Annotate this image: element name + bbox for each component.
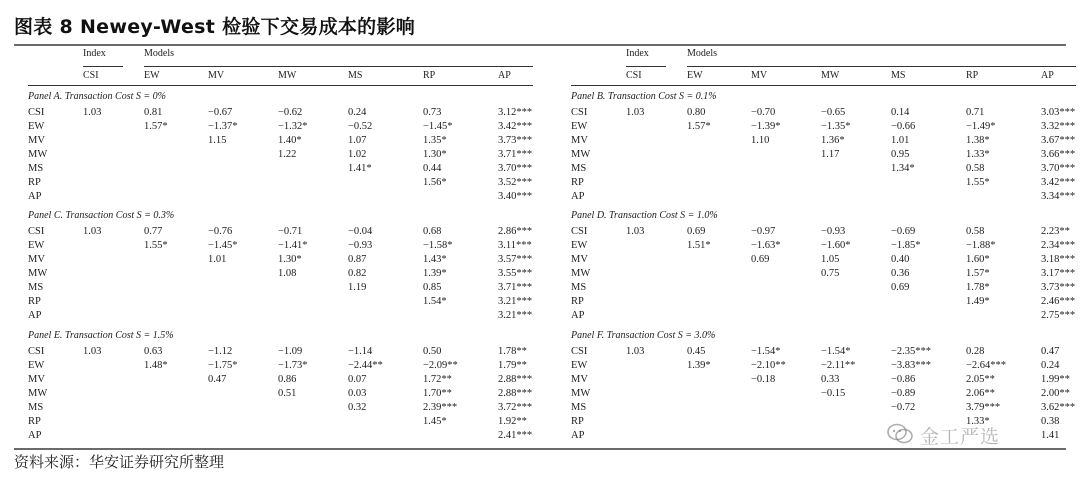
table-cell: −0.93 xyxy=(821,226,846,237)
table-cell: −1.12 xyxy=(208,346,233,357)
table-cell: 0.95 xyxy=(891,149,910,160)
table-cell: 1.54* xyxy=(423,296,447,307)
table-cell: 1.72** xyxy=(423,374,452,385)
row-label: AP xyxy=(28,191,42,202)
table-cell: 1.35* xyxy=(423,135,447,146)
header-rule-index xyxy=(626,66,666,67)
table-cell: 1.30* xyxy=(423,149,447,160)
table-cell: 2.86*** xyxy=(498,226,533,237)
table-cell: 3.18*** xyxy=(1041,254,1076,265)
table-cell: 0.47 xyxy=(1041,346,1060,357)
table-cell: 1.34* xyxy=(891,163,915,174)
column-header-ap: AP xyxy=(1041,70,1054,81)
table-cell: 0.75 xyxy=(821,268,840,279)
row-label: AP xyxy=(28,310,42,321)
row-label: MV xyxy=(28,374,45,385)
header-rule-models xyxy=(687,66,1076,67)
row-label: CSI xyxy=(28,346,45,357)
table-cell: 1.49* xyxy=(966,296,990,307)
column-header-ms: MS xyxy=(891,70,906,81)
panel-title: Panel B. Transaction Cost S = 0.1% xyxy=(571,91,717,102)
table-cell: −1.88* xyxy=(966,240,996,251)
table-cell: −0.93 xyxy=(348,240,373,251)
row-label: MW xyxy=(571,388,591,399)
table-cell: 1.33* xyxy=(966,149,990,160)
table-cell: 0.77 xyxy=(144,226,163,237)
header-models: Models xyxy=(687,48,717,59)
table-cell: 1.99** xyxy=(1041,374,1070,385)
header-models: Models xyxy=(144,48,174,59)
table-cell: 2.39*** xyxy=(423,402,458,413)
table-cell: −2.10** xyxy=(751,360,786,371)
table-cell: 2.00** xyxy=(1041,388,1070,399)
table-cell: 0.47 xyxy=(208,374,227,385)
row-label: MS xyxy=(571,163,587,174)
table-cell: 1.57* xyxy=(687,121,711,132)
table-cell: 0.73 xyxy=(423,107,442,118)
table-cell: 0.44 xyxy=(423,163,442,174)
table-cell: 1.01 xyxy=(891,135,910,146)
table-cell: −2.09** xyxy=(423,360,458,371)
row-label: AP xyxy=(571,430,585,441)
table-cell: 0.58 xyxy=(966,226,985,237)
table-cell: −1.73* xyxy=(278,360,308,371)
row-label: EW xyxy=(28,121,45,132)
table-cell: −1.45* xyxy=(208,240,238,251)
table-cell: 1.17 xyxy=(821,149,840,160)
table-cell: −1.54* xyxy=(751,346,781,357)
table-cell: −0.76 xyxy=(208,226,233,237)
table-cell: 1.38* xyxy=(966,135,990,146)
row-label: MV xyxy=(571,374,588,385)
table-cell: −1.39* xyxy=(751,121,781,132)
row-label: MS xyxy=(571,282,587,293)
table-cell: 0.45 xyxy=(687,346,706,357)
column-header-mw: MW xyxy=(278,70,297,81)
table-cell: −0.67 xyxy=(208,107,233,118)
row-label: RP xyxy=(28,416,41,427)
column-header-ew: EW xyxy=(687,70,703,81)
table-cell: −3.83*** xyxy=(891,360,932,371)
row-label: RP xyxy=(28,296,41,307)
table-cell: −1.75* xyxy=(208,360,238,371)
table-cell: 1.39* xyxy=(423,268,447,279)
row-label: RP xyxy=(28,177,41,188)
panel-title: Panel E. Transaction Cost S = 1.5% xyxy=(28,330,174,341)
column-header-csi: CSI xyxy=(626,70,642,81)
table-cell: 2.88*** xyxy=(498,374,533,385)
table-cell: 3.66*** xyxy=(1041,149,1076,160)
table-cell: −2.35*** xyxy=(891,346,932,357)
table-cell: 1.03 xyxy=(83,107,102,118)
table-cell: 3.21*** xyxy=(498,296,533,307)
table-cell: 1.39* xyxy=(687,360,711,371)
row-label: MW xyxy=(28,149,48,160)
table-cell: 1.43* xyxy=(423,254,447,265)
table-cell: 0.82 xyxy=(348,268,367,279)
table-cell: −1.45* xyxy=(423,121,453,132)
table-cell: 0.50 xyxy=(423,346,442,357)
table-cell: 1.36* xyxy=(821,135,845,146)
row-label: RP xyxy=(571,177,584,188)
table-cell: 1.30* xyxy=(278,254,302,265)
table-cell: 1.51* xyxy=(687,240,711,251)
column-header-ap: AP xyxy=(498,70,511,81)
table-cell: 0.81 xyxy=(144,107,163,118)
row-label: CSI xyxy=(571,346,588,357)
row-label: MW xyxy=(28,388,48,399)
table-cell: 1.19 xyxy=(348,282,367,293)
table-cell: 0.28 xyxy=(966,346,985,357)
row-label: MS xyxy=(571,402,587,413)
row-label: MV xyxy=(28,254,45,265)
wechat-icon xyxy=(886,422,914,446)
table-cell: 3.12*** xyxy=(498,107,533,118)
table-cell: −1.49* xyxy=(966,121,996,132)
table-cell: 1.70** xyxy=(423,388,452,399)
watermark xyxy=(886,418,1056,454)
row-label: MW xyxy=(571,268,591,279)
column-header-rp: RP xyxy=(423,70,436,81)
table-cell: 0.14 xyxy=(891,107,910,118)
table-cell: −1.85* xyxy=(891,240,921,251)
table-cell: 3.55*** xyxy=(498,268,533,279)
table-cell: 3.73*** xyxy=(1041,282,1076,293)
table-cell: 3.52*** xyxy=(498,177,533,188)
row-label: MW xyxy=(571,149,591,160)
table-cell: 0.38 xyxy=(1041,416,1060,427)
table-cell: 0.86 xyxy=(278,374,297,385)
table-cell: 0.87 xyxy=(348,254,367,265)
column-header-ew: EW xyxy=(144,70,160,81)
table-cell: 1.02 xyxy=(348,149,367,160)
table-cell: 3.70*** xyxy=(498,163,533,174)
table-cell: 3.71*** xyxy=(498,282,533,293)
table-cell: −0.66 xyxy=(891,121,916,132)
watermark-text: 金工严选 xyxy=(920,426,1001,448)
table-cell: 1.55* xyxy=(144,240,168,251)
table-cell: 2.23** xyxy=(1041,226,1070,237)
row-label: MV xyxy=(571,135,588,146)
table-cell: 3.32*** xyxy=(1041,121,1076,132)
row-label: AP xyxy=(571,191,585,202)
table-cell: 3.62*** xyxy=(1041,402,1076,413)
table-cell: 3.40*** xyxy=(498,191,533,202)
table-cell: 1.33* xyxy=(966,416,990,427)
table-cell: 1.03 xyxy=(83,226,102,237)
table-cell: −1.63* xyxy=(751,240,781,251)
table-cell: 1.07 xyxy=(348,135,367,146)
table-cell: −0.65 xyxy=(821,107,846,118)
table-cell: 1.92** xyxy=(498,416,527,427)
table-cell: 0.24 xyxy=(1041,360,1060,371)
table-cell: 0.07 xyxy=(348,374,367,385)
row-label: RP xyxy=(571,416,584,427)
table-cell: −2.11** xyxy=(821,360,856,371)
table-cell: 3.67*** xyxy=(1041,135,1076,146)
table-cell: 2.88*** xyxy=(498,388,533,399)
table-cell: 1.10 xyxy=(751,135,770,146)
row-label: EW xyxy=(28,360,45,371)
row-label: MW xyxy=(28,268,48,279)
table-cell: −0.86 xyxy=(891,374,916,385)
row-label: EW xyxy=(571,360,588,371)
table-cell: 0.36 xyxy=(891,268,910,279)
table-cell: 0.58 xyxy=(966,163,985,174)
table-cell: 0.51 xyxy=(278,388,297,399)
table-cell: −0.69 xyxy=(891,226,916,237)
table-cell: 1.03 xyxy=(626,226,645,237)
table-cell: 2.06** xyxy=(966,388,995,399)
table-cell: 3.57*** xyxy=(498,254,533,265)
table-cell: 1.03 xyxy=(83,346,102,357)
table-cell: −0.04 xyxy=(348,226,373,237)
header-index: Index xyxy=(626,48,649,59)
table-cell: 3.73*** xyxy=(498,135,533,146)
table-cell: 0.69 xyxy=(687,226,706,237)
table-cell: 3.17*** xyxy=(1041,268,1076,279)
table-cell: −1.09 xyxy=(278,346,303,357)
row-label: CSI xyxy=(571,107,588,118)
column-header-csi: CSI xyxy=(83,70,99,81)
table-cell: −0.62 xyxy=(278,107,303,118)
table-cell: 2.34*** xyxy=(1041,240,1076,251)
panel-title: Panel D. Transaction Cost S = 1.0% xyxy=(571,210,718,221)
table-cell: −1.60* xyxy=(821,240,851,251)
table-cell: 3.11*** xyxy=(498,240,532,251)
table-cell: 0.63 xyxy=(144,346,163,357)
table-cell: 1.41* xyxy=(348,163,372,174)
row-label: CSI xyxy=(571,226,588,237)
table-cell: 1.48* xyxy=(144,360,168,371)
table-cell: 1.41 xyxy=(1041,430,1060,441)
row-label: EW xyxy=(28,240,45,251)
table-cell: −0.15 xyxy=(821,388,846,399)
row-label: MV xyxy=(571,254,588,265)
table-cell: −0.70 xyxy=(751,107,776,118)
row-label: CSI xyxy=(28,226,45,237)
table-cell: 3.71*** xyxy=(498,149,533,160)
panel-title: Panel A. Transaction Cost S = 0% xyxy=(28,91,166,102)
table-cell: 1.60* xyxy=(966,254,990,265)
table-cell: −2.64*** xyxy=(966,360,1007,371)
table-cell: 1.03 xyxy=(626,107,645,118)
row-label: MS xyxy=(28,282,44,293)
header-rule-bottom xyxy=(28,85,533,86)
column-header-ms: MS xyxy=(348,70,363,81)
table-cell: −0.72 xyxy=(891,402,916,413)
table-cell: 0.68 xyxy=(423,226,442,237)
table-cell: −0.71 xyxy=(278,226,303,237)
column-header-mv: MV xyxy=(751,70,768,81)
table-cell: −1.37* xyxy=(208,121,238,132)
table-cell: 3.70*** xyxy=(1041,163,1076,174)
table-cell: 1.05 xyxy=(821,254,840,265)
table-cell: 0.32 xyxy=(348,402,367,413)
table-cell: 3.42*** xyxy=(1041,177,1076,188)
table-cell: 1.57* xyxy=(144,121,168,132)
table-cell: 0.85 xyxy=(423,282,442,293)
table-cell: 1.40* xyxy=(278,135,302,146)
table-cell: 2.46*** xyxy=(1041,296,1076,307)
table-cell: 1.01 xyxy=(208,254,227,265)
table-cell: 1.79** xyxy=(498,360,527,371)
table-cell: −1.41* xyxy=(278,240,308,251)
table-cell: −0.97 xyxy=(751,226,776,237)
table-cell: 0.80 xyxy=(687,107,706,118)
table-cell: 1.22 xyxy=(278,149,297,160)
table-cell: 0.33 xyxy=(821,374,840,385)
row-label: MS xyxy=(28,402,44,413)
row-label: EW xyxy=(571,240,588,251)
panel-title: Panel F. Transaction Cost S = 3.0% xyxy=(571,330,716,341)
header-index: Index xyxy=(83,48,106,59)
header-rule-index xyxy=(83,66,123,67)
table-cell: 1.78** xyxy=(498,346,527,357)
table-cell: −2.44** xyxy=(348,360,383,371)
column-header-mv: MV xyxy=(208,70,225,81)
table-cell: −1.32* xyxy=(278,121,308,132)
source-note: 资料来源：华安证券研究所整理 xyxy=(14,453,225,471)
table-cell: 3.79*** xyxy=(966,402,1001,413)
column-header-mw: MW xyxy=(821,70,840,81)
table-cell: 2.41*** xyxy=(498,430,533,441)
table-cell: −0.89 xyxy=(891,388,916,399)
panel-title: Panel C. Transaction Cost S = 0.3% xyxy=(28,210,175,221)
table-cell: 1.08 xyxy=(278,268,297,279)
row-label: MS xyxy=(28,163,44,174)
header-rule-bottom xyxy=(571,85,1076,86)
table-cell: 1.55* xyxy=(966,177,990,188)
table-cell: 0.69 xyxy=(891,282,910,293)
table-cell: 1.56* xyxy=(423,177,447,188)
row-label: RP xyxy=(571,296,584,307)
table-cell: −1.54* xyxy=(821,346,851,357)
table-cell: 1.03 xyxy=(626,346,645,357)
table-cell: 0.71 xyxy=(966,107,985,118)
table-cell: 3.72*** xyxy=(498,402,533,413)
row-label: AP xyxy=(28,430,42,441)
row-label: CSI xyxy=(28,107,45,118)
table-cell: 3.21*** xyxy=(498,310,533,321)
table-cell: 0.03 xyxy=(348,388,367,399)
table-cell: −1.14 xyxy=(348,346,373,357)
table-cell: 1.78* xyxy=(966,282,990,293)
column-header-rp: RP xyxy=(966,70,979,81)
row-label: AP xyxy=(571,310,585,321)
row-label: EW xyxy=(571,121,588,132)
table-cell: 1.15 xyxy=(208,135,227,146)
table-cell: 0.69 xyxy=(751,254,770,265)
table-cell: −1.35* xyxy=(821,121,851,132)
table-cell: 0.24 xyxy=(348,107,367,118)
figure-title: 图表 8 Newey-West 检验下交易成本的影响 xyxy=(14,16,416,38)
table-cell: 2.75*** xyxy=(1041,310,1076,321)
table-cell: 1.45* xyxy=(423,416,447,427)
row-label: MV xyxy=(28,135,45,146)
table-cell: 2.05** xyxy=(966,374,995,385)
table-cell: 3.03*** xyxy=(1041,107,1076,118)
table-cell: −0.18 xyxy=(751,374,776,385)
table-cell: 3.34*** xyxy=(1041,191,1076,202)
top-rule xyxy=(14,44,1066,46)
table-cell: 1.57* xyxy=(966,268,990,279)
table-cell: 3.42*** xyxy=(498,121,533,132)
table-cell: 0.40 xyxy=(891,254,910,265)
header-rule-models xyxy=(144,66,533,67)
table-cell: −1.58* xyxy=(423,240,453,251)
table-cell: −0.52 xyxy=(348,121,373,132)
